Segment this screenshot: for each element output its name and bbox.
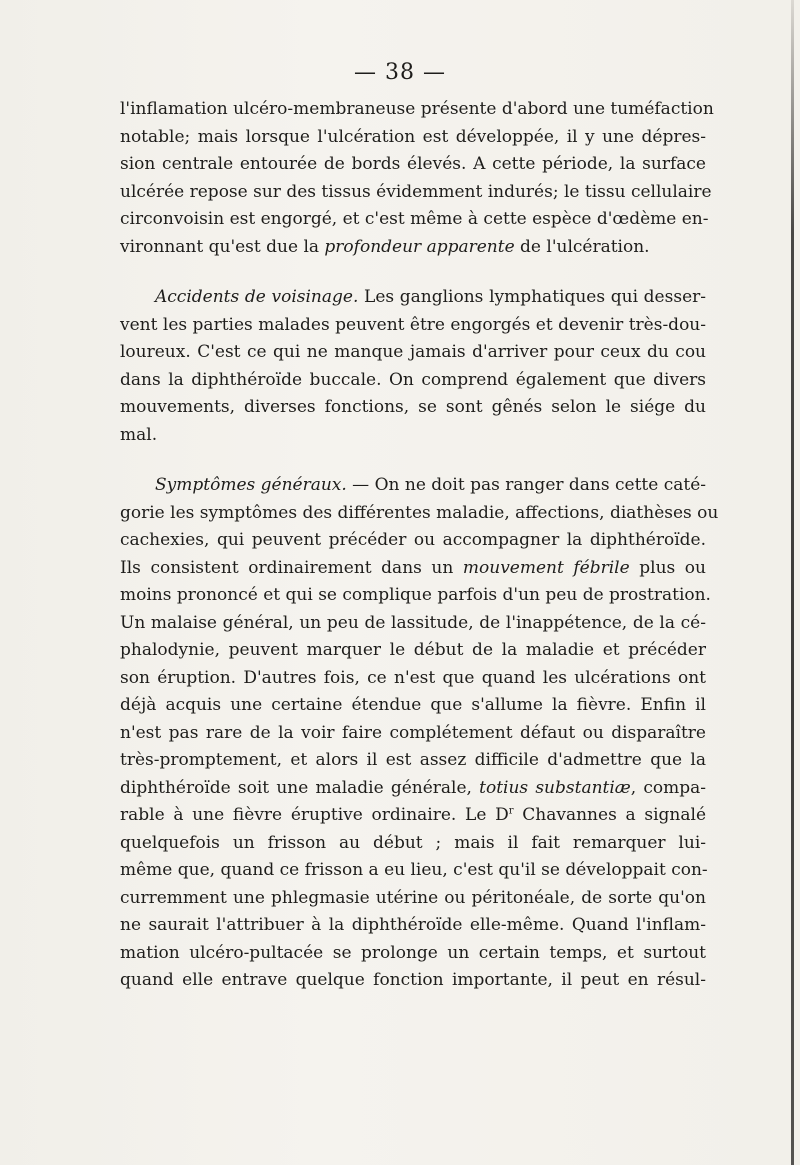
emphasis-text: mouvement fébrile: [462, 557, 630, 578]
text-line: même que, quand ce frisson a eu lieu, c'est qu'il se développait con-: [120, 860, 708, 880]
text-line: moins prononcé et qui se complique parfois d'un peu de prostration.: [120, 585, 711, 605]
text-line: très-promptement, et alors il est assez difficile d'admettre que la: [120, 750, 706, 770]
page-number: — 38 —: [354, 60, 446, 85]
text-line: mouvements, diverses fonctions, se sont gênés selon le siége du: [120, 397, 706, 417]
text-line: diphthéroïde soit une maladie générale, totius substantiæ, compa-: [120, 777, 707, 798]
text-line: gorie les symptômes des différentes maladie, affections, diathèses ou: [120, 502, 719, 523]
text-line: quelquefois un frisson au début ; mais il fait remarquer lui-: [120, 832, 706, 853]
text-line: Symptômes généraux. — On ne doit pas ranger dans cette caté-: [155, 475, 707, 495]
text-line: mal.: [120, 424, 158, 445]
text-line: quand elle entrave quelque fonction importante, il peut en résul-: [120, 970, 706, 990]
text-line: dans la diphthéroïde buccale. On comprend également que divers: [120, 369, 706, 390]
text-line: rable à une fièvre éruptive ordinaire. Le $D^r$ Chavannes a signalé: [120, 805, 707, 825]
paragraph-inflammation: [120, 96, 714, 261]
text-line: sion centrale entourée de bords élevés. A cette période, la surface: [120, 154, 706, 174]
text-line: vent les parties malades peuvent être engorgés et devenir très-dou-: [120, 314, 706, 335]
paragraph-symptomes: [120, 472, 719, 995]
text-line: loureux. C'est ce qui ne manque jamais d'arriver pour ceux du cou: [120, 342, 706, 362]
text-line: vironnant qu'est due la profondeur apparente de l'ulcération.: [120, 236, 650, 257]
text-line: l'inflamation ulcéro-membraneuse présente d'abord une tuméfaction: [120, 99, 714, 119]
emphasis-text: profondeur apparente: [324, 236, 515, 257]
text-line: phalodynie, peuvent marquer le début de la maladie et précéder: [120, 640, 706, 660]
text-line: déjà acquis une certaine étendue que s'allume la fièvre. Enfin il: [120, 695, 706, 715]
emphasis-text: totius substantiæ: [479, 777, 631, 798]
paragraph-accidents: [120, 284, 706, 449]
text-line: ulcérée repose sur des tissus évidemment indurés; le tissu cellulaire: [120, 181, 712, 202]
text-line: son éruption. D'autres fois, ce n'est que quand les ulcérations ont: [120, 667, 706, 688]
text-line: circonvoisin est engorgé, et c'est même à cette espèce d'œdème en-: [120, 209, 709, 229]
text-line: ne saurait l'attribuer à la diphthéroïde elle-même. Quand l'inflam-: [120, 915, 706, 935]
section-heading: Accidents de voisinage.: [155, 287, 359, 307]
section-heading: Symptômes généraux.: [155, 475, 347, 495]
text-line: cachexies, qui peuvent précéder ou accompagner la diphthéroïde.: [120, 530, 706, 550]
text-line: mation ulcéro-pultacée se prolonge un certain temps, et surtout: [120, 942, 706, 963]
superscript: r: [508, 805, 514, 817]
text-line: Un malaise général, un peu de lassitude, de l'inappétence, de la cé-: [120, 612, 706, 633]
body-text: [120, 96, 719, 1018]
page-edge-shadow: [791, 0, 794, 1165]
text-line: Ils consistent ordinairement dans un mouvement fébrile plus ou: [120, 557, 706, 578]
text-line: Accidents de voisinage. Les ganglions lymphatiques qui desser-: [155, 287, 707, 307]
text-line: notable; mais lorsque l'ulcération est développée, il y une dépres-: [120, 126, 706, 147]
text-line: curremment une phlegmasie utérine ou péritonéale, de sorte qu'on: [120, 887, 706, 908]
text-line: n'est pas rare de la voir faire complétement défaut ou disparaître: [120, 722, 706, 743]
